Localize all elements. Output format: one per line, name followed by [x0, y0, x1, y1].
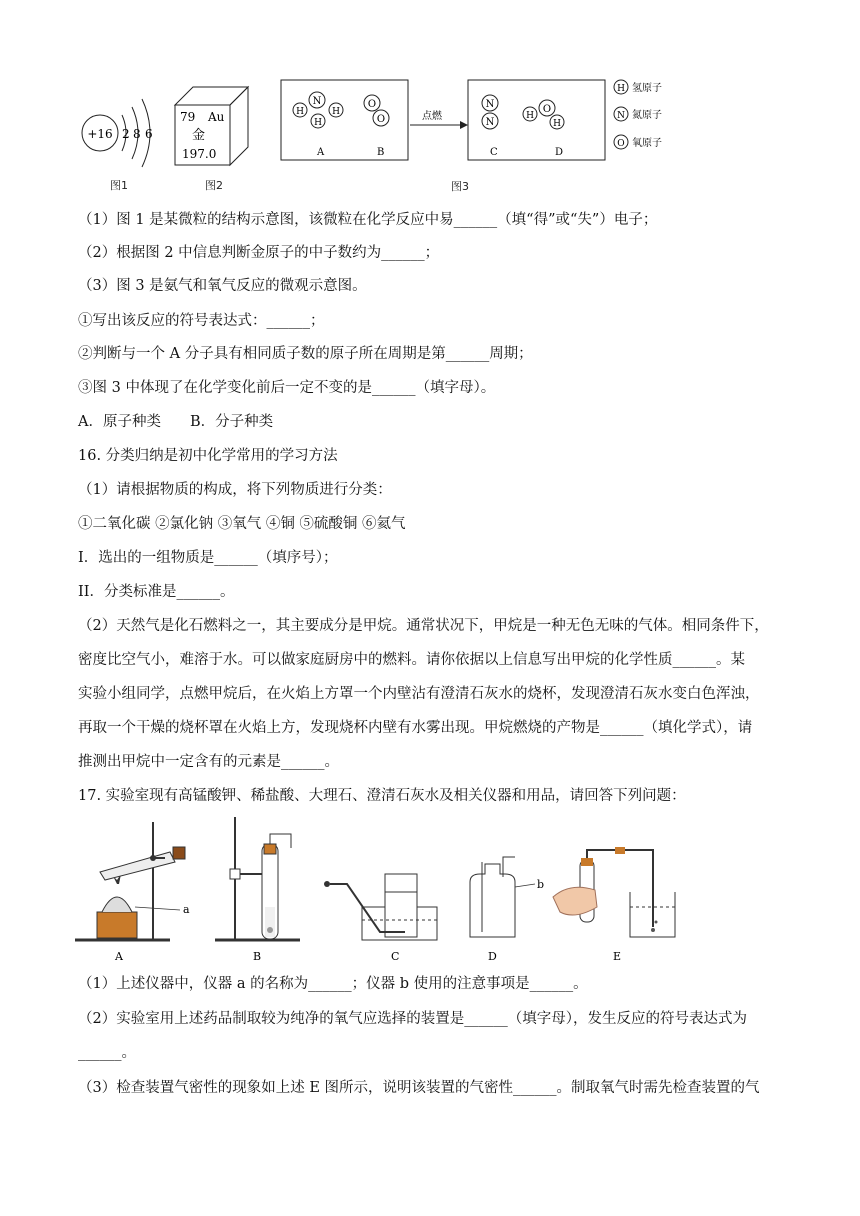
caption-fig2: 图2 [205, 179, 223, 192]
apparatus-B [215, 817, 300, 963]
text-line: ______。 [78, 1045, 136, 1061]
apparatus-E [553, 847, 675, 963]
svg-text:O: O [542, 104, 552, 115]
svg-text:N: N [312, 96, 322, 107]
question-16-title: 16. 分类归纳是初中化学常用的学习方法 [78, 448, 338, 464]
element-symbol: Au [208, 110, 225, 124]
question-17-title: 17. 实验室现有高锰酸钾、稀盐酸、大理石、澄清石灰水及相关仪器和用品，请回答下列问题： [78, 788, 686, 804]
label-C: C [490, 147, 498, 158]
label-A: A [317, 147, 325, 158]
lab-apparatus-figure [75, 812, 695, 967]
svg-text:N: N [485, 99, 495, 110]
svg-text:H: H [526, 111, 534, 121]
text-line: （3）检查装置气密性的现象如上述 E 图所示，说明该装置的气密性______。制取氧气时需先检查装置的气 [78, 1080, 760, 1096]
reactant-box [281, 80, 408, 160]
ignite-label: 点燃 [422, 111, 442, 122]
svg-text:氮原子: 氮原子 [632, 110, 662, 121]
svg-text:H: H [617, 84, 625, 94]
text-line: （1）请根据物质的构成，将下列物质进行分类： [78, 482, 392, 498]
apparatus-C [324, 874, 437, 963]
svg-text:O: O [617, 139, 625, 149]
svg-text:D: D [488, 950, 497, 963]
text-line: A．原子种类 B．分子种类 [78, 414, 274, 430]
figure-row-top [70, 75, 710, 195]
text-line: （2）实验室用上述药品制取较为纯净的氧气应选择的装置是______（填字母），发生反应的符号表达式为 [78, 1011, 747, 1027]
element-name: 金 [192, 128, 206, 143]
text-line: II．分类标准是______。 [78, 584, 235, 600]
product-box [468, 80, 605, 160]
text-line: （3）图 3 是氨气和氧气反应的微观示意图。 [78, 278, 367, 294]
text-line: ③图 3 中体现了在化学变化前后一定不变的是______（填字母）。 [78, 380, 496, 396]
text-line: 密度比空气小，难溶于水。可以做家庭厨房中的燃料。请你依据以上信息写出甲烷的化学性质______。某 [78, 652, 745, 668]
label-D: D [555, 147, 564, 158]
svg-text:O: O [367, 99, 377, 110]
svg-text:H: H [296, 107, 304, 117]
svg-text:E: E [613, 950, 622, 963]
shell-count-1: 2 [122, 127, 130, 141]
atom-structure-diagram [82, 99, 153, 167]
text-line: I．选出的一组物质是______（填序号）； [78, 550, 338, 566]
svg-text:氢原子: 氢原子 [632, 83, 662, 94]
label-B: B [377, 147, 385, 158]
atom-legend [614, 80, 662, 149]
text-line: ①二氧化碳 ②氯化钠 ③氧气 ④铜 ⑤硫酸铜 ⑥氦气 [78, 516, 406, 532]
svg-text:A: A [115, 950, 123, 963]
pointer-a: a [183, 903, 190, 916]
svg-text:N: N [485, 117, 495, 128]
apparatus-A [75, 822, 190, 963]
text-line: ①写出该反应的符号表达式：______； [78, 313, 325, 329]
caption-fig3: 图3 [451, 180, 469, 193]
text-line: ②判断与一个 A 分子具有相同质子数的原子所在周期是第______周期； [78, 346, 533, 362]
text-line: （1）上述仪器中，仪器 a 的名称为______；仪器 b 使用的注意事项是______。 [78, 976, 588, 992]
caption-fig1: 图1 [110, 179, 128, 192]
apparatus-D [470, 857, 544, 963]
reaction-arrow [410, 109, 468, 129]
atomic-number: 79 [180, 110, 196, 124]
svg-text:C: C [391, 950, 400, 963]
svg-text:氧原子: 氧原子 [632, 138, 662, 149]
text-line: （1）图 1 是某微粒的结构示意图，该微粒在化学反应中易______（填“得”或“失”）电子； [78, 212, 658, 228]
svg-text:O: O [376, 114, 386, 125]
svg-text:H: H [314, 118, 322, 128]
svg-text:H: H [553, 119, 561, 129]
text-line: 实验小组同学，点燃甲烷后，在火焰上方罩一个内壁沾有澄清石灰水的烧杯，发现澄清石灰水变白色浑浊， [78, 686, 760, 702]
shell-count-3: 6 [145, 127, 153, 141]
text-line: （2）天然气是化石燃料之一，其主要成分是甲烷。通常状况下，甲烷是一种无色无味的气体。相同条件下， [78, 618, 769, 634]
pointer-b: b [537, 878, 545, 891]
nucleus-charge: +16 [87, 127, 113, 141]
shell-count-2: 8 [133, 127, 141, 141]
text-line: 推测出甲烷中一定含有的元素是______。 [78, 754, 339, 770]
element-cell-diagram [175, 87, 248, 165]
text-line: 再取一个干燥的烧杯罩在火焰上方，发现烧杯内壁有水雾出现。甲烷燃烧的产物是______（填化学式），请 [78, 720, 753, 736]
text-line: （2）根据图 2 中信息判断金原子的中子数约为______； [78, 245, 440, 261]
svg-text:H: H [332, 107, 340, 117]
svg-text:N: N [617, 111, 625, 121]
svg-text:B: B [253, 950, 262, 963]
atomic-mass: 197.0 [182, 147, 217, 161]
